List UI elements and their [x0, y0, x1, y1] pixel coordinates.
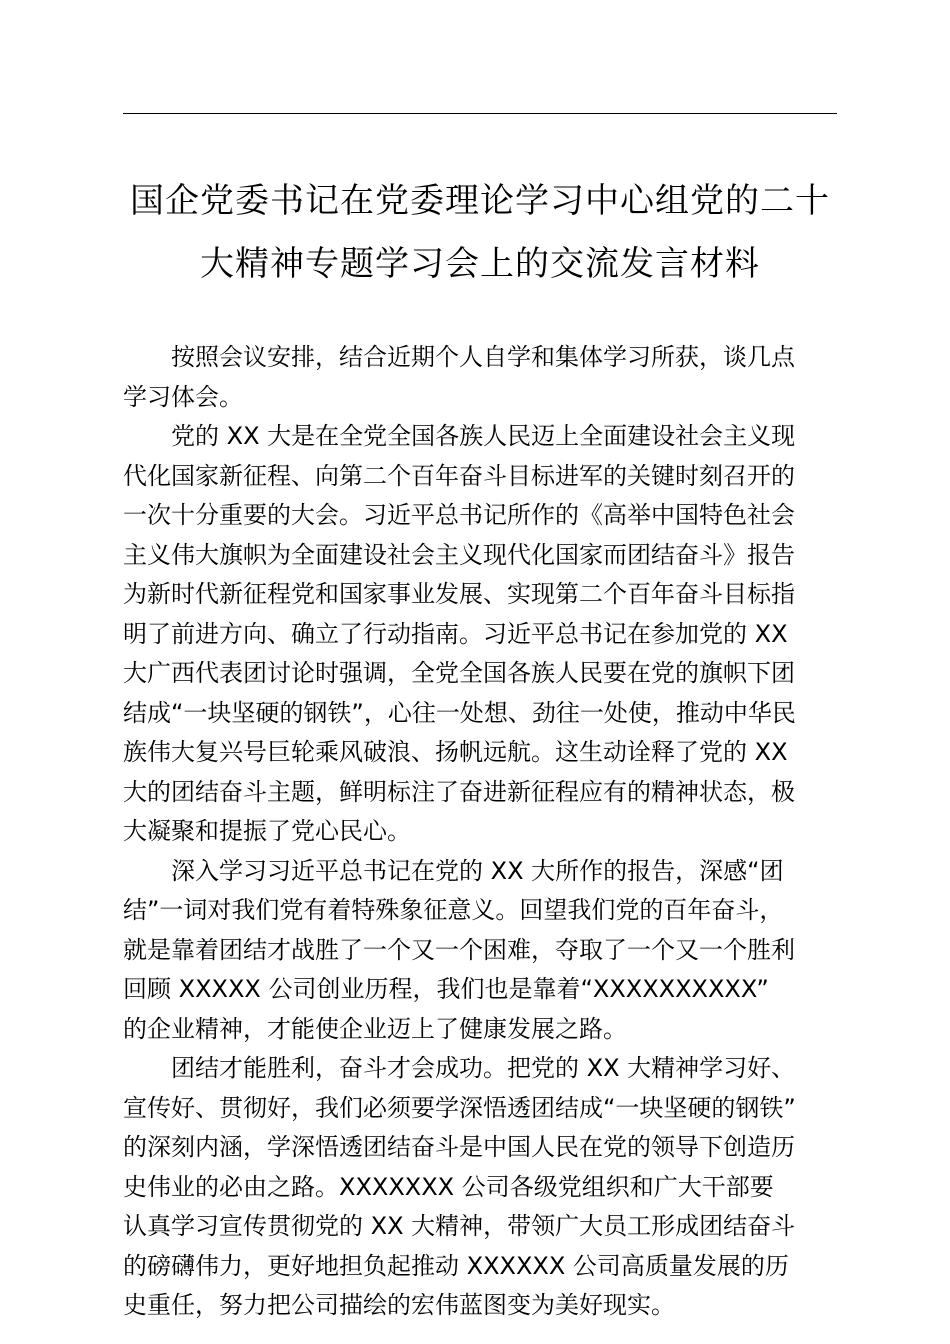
paragraph-line: 的深刻内涵，学深悟透团结奋斗是中国人民在党的领导下创造历 — [123, 1133, 795, 1161]
paragraph-line: 大凝聚和提振了党心民心。 — [123, 817, 411, 845]
paragraph-line: 为新时代新征程党和国家事业发展、实现第二个百年奋斗目标指 — [123, 580, 795, 608]
paragraph-line: 认真学习宣传贯彻党的 XX 大精神，带领广大员工形成团结奋斗 — [123, 1212, 796, 1240]
paragraph-line: 明了前进方向、确立了行动指南。习近平总书记在参加党的 XX — [123, 619, 788, 648]
paragraph-line: 按照会议安排，结合近期个人自学和集体学习所获，谈几点 — [171, 343, 795, 371]
paragraph-line: 回顾 XXXXX 公司创业历程，我们也是靠着“XXXXXXXXXX” — [123, 975, 769, 1003]
paragraph-line: 结成“一块坚硬的钢铁”，心往一处想、劲往一处使，推动中华民 — [123, 698, 796, 727]
paragraph-line: 大的团结奋斗主题，鲜明标注了奋进新征程应有的精神状态，极 — [123, 777, 795, 806]
paragraph-line: 主义伟大旗帜为全面建设社会主义现代化国家而团结奋斗》报告 — [123, 540, 795, 569]
paragraph-line: 党的 XX 大是在全党全国各族人民迈上全面建设社会主义现 — [171, 422, 796, 450]
paragraph-line: 一次十分重要的大会。习近平总书记所作的《高举中国特色社会 — [123, 501, 795, 529]
paragraph-line: 族伟大复兴号巨轮乘风破浪、扬帆远航。这生动诠释了党的 XX — [123, 738, 788, 766]
title-line-2: 大精神专题学习会上的交流发言材料 — [200, 244, 760, 284]
paragraph-line: 大广西代表团讨论时强调，全党全国各族人民要在党的旗帜下团 — [123, 659, 795, 687]
paragraph-line: 的磅礴伟力，更好地担负起推动 XXXXXX 公司高质量发展的历 — [123, 1251, 789, 1280]
paragraph-line: 就是靠着团结才战胜了一个又一个困难，夺取了一个又一个胜利 — [123, 935, 795, 964]
paragraph-line: 史伟业的必由之路。XXXXXXX 公司各级党组织和广大干部要 — [123, 1172, 774, 1201]
paragraph-line: 的企业精神，才能使企业迈上了健康发展之路。 — [123, 1014, 627, 1043]
paragraph-line: 结”一词对我们党有着特殊象征意义。回望我们党的百年奋斗， — [123, 896, 784, 924]
paragraph-3 — [123, 852, 837, 1050]
paragraph-1 — [123, 338, 837, 417]
header-rule — [123, 113, 837, 114]
paragraph-2 — [123, 417, 837, 852]
document-title — [123, 170, 837, 296]
document-body — [123, 338, 837, 1326]
paragraph-line: 团结才能胜利，奋斗才会成功。把党的 XX 大精神学习好、 — [171, 1054, 796, 1082]
paragraph-line: 代化国家新征程、向第二个百年奋斗目标进军的关键时刻召开的 — [123, 461, 795, 490]
paragraph-line: 学习体会。 — [123, 382, 243, 411]
paragraph-line: 史重任，努力把公司描绘的宏伟蓝图变为美好现实。 — [123, 1291, 675, 1319]
paragraph-line: 宣传好、贯彻好，我们必须要学深悟透团结成“一块坚硬的钢铁” — [123, 1093, 796, 1122]
paragraph-line: 深入学习习近平总书记在党的 XX 大所作的报告，深感“团 — [171, 856, 784, 885]
paragraph-4 — [123, 1049, 837, 1326]
title-line-1: 国企党委书记在党委理论学习中心组党的二十 — [130, 181, 830, 221]
